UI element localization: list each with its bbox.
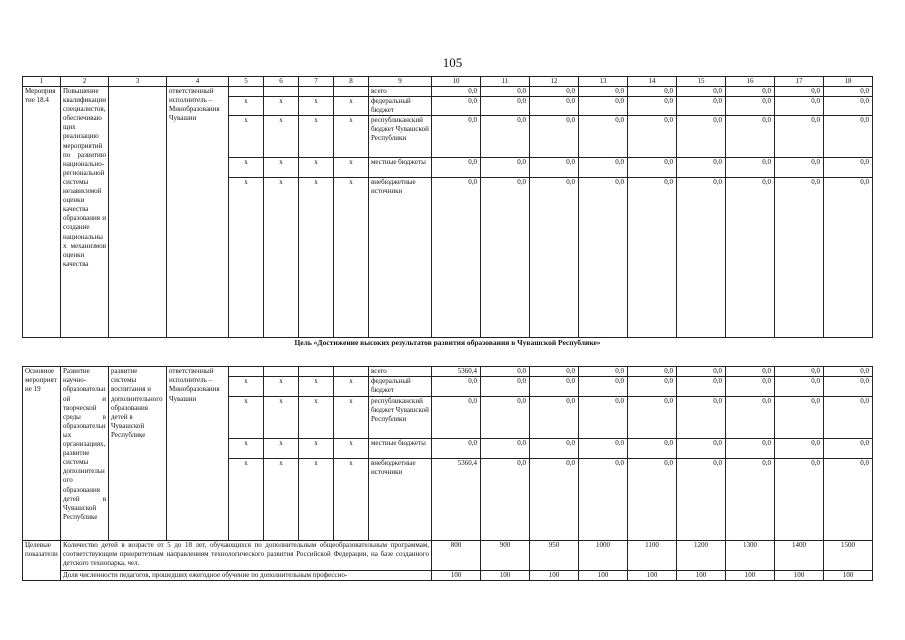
activity-code: Мероприятие 18.4 xyxy=(23,87,61,338)
x-mark: х xyxy=(229,158,264,178)
x-mark: х xyxy=(299,158,334,178)
amount-cell: 0,0 xyxy=(824,367,873,377)
column-number: 13 xyxy=(579,77,628,87)
x-mark xyxy=(299,367,334,377)
column-number: 2 xyxy=(61,77,109,87)
amount-cell: 0,0 xyxy=(579,377,628,396)
x-mark: х xyxy=(299,396,334,438)
amount-cell: 0,0 xyxy=(481,438,530,458)
amount-cell: 0,0 xyxy=(726,458,775,540)
funding-source: внебюджетные источники xyxy=(369,458,432,540)
indicator-value: 1500 xyxy=(824,540,873,570)
x-mark: х xyxy=(334,377,369,396)
goal-title: Цель «Достижение высоких результатов развития образования в Чувашской Республике» xyxy=(23,338,873,367)
amount-cell: 5360,4 xyxy=(432,367,481,377)
amount-cell: 0,0 xyxy=(481,178,530,338)
amount-cell: 0,0 xyxy=(530,178,579,338)
amount-cell: 0,0 xyxy=(432,97,481,116)
column-number: 12 xyxy=(530,77,579,87)
funding-source: внебюджетные источники xyxy=(369,178,432,338)
amount-cell: 0,0 xyxy=(824,438,873,458)
column-number: 16 xyxy=(726,77,775,87)
x-mark: х xyxy=(334,116,369,158)
amount-cell: 0,0 xyxy=(481,367,530,377)
column-number: 6 xyxy=(264,77,299,87)
funding-source: федеральный бюджет xyxy=(369,377,432,396)
indicator-value: 100 xyxy=(481,570,530,580)
amount-cell: 0,0 xyxy=(824,97,873,116)
x-mark: х xyxy=(229,438,264,458)
indicator-value: 100 xyxy=(824,570,873,580)
indicators-label: Целевые показатели xyxy=(23,540,61,580)
column-number: 11 xyxy=(481,77,530,87)
x-mark: х xyxy=(264,458,299,540)
amount-cell: 0,0 xyxy=(579,97,628,116)
indicator-value: 1000 xyxy=(579,540,628,570)
indicator-text: Доля численности педагогов, прошедших ежегодное обучение по дополнительным профессио- xyxy=(61,570,432,580)
x-mark: х xyxy=(264,97,299,116)
x-mark: х xyxy=(299,97,334,116)
column-number: 3 xyxy=(109,77,167,87)
indicator-value: 1100 xyxy=(628,540,677,570)
amount-cell: 0,0 xyxy=(726,158,775,178)
indicator-value: 100 xyxy=(530,570,579,580)
amount-cell: 0,0 xyxy=(481,158,530,178)
x-mark: х xyxy=(299,438,334,458)
finance-row xyxy=(23,367,873,377)
amount-cell: 0,0 xyxy=(530,158,579,178)
x-mark: х xyxy=(299,377,334,396)
amount-cell: 0,0 xyxy=(775,438,824,458)
amount-cell: 0,0 xyxy=(628,178,677,338)
goal-row xyxy=(23,338,873,367)
amount-cell: 0,0 xyxy=(677,97,726,116)
amount-cell: 0,0 xyxy=(677,458,726,540)
indicator-row xyxy=(23,540,873,570)
indicator-value: 950 xyxy=(530,540,579,570)
amount-cell: 0,0 xyxy=(628,458,677,540)
amount-cell: 0,0 xyxy=(530,97,579,116)
amount-cell: 0,0 xyxy=(677,377,726,396)
x-mark xyxy=(229,87,264,97)
x-mark: х xyxy=(229,116,264,158)
amount-cell: 0,0 xyxy=(432,396,481,438)
x-mark xyxy=(334,367,369,377)
amount-cell: 0,0 xyxy=(677,87,726,97)
amount-cell: 0,0 xyxy=(530,116,579,158)
x-mark: х xyxy=(334,178,369,338)
program-table xyxy=(22,76,873,581)
amount-cell: 0,0 xyxy=(775,396,824,438)
indicator-value: 100 xyxy=(579,570,628,580)
amount-cell: 0,0 xyxy=(775,178,824,338)
amount-cell: 0,0 xyxy=(628,97,677,116)
column-number: 7 xyxy=(299,77,334,87)
activity-name: Развитие научно-образовательной и творческой среды в образовательных организациях, развитие системы дополнительного образования детей в Чувашской Республике xyxy=(61,367,109,540)
indicator-value: 1300 xyxy=(726,540,775,570)
amount-cell: 0,0 xyxy=(628,116,677,158)
amount-cell: 0,0 xyxy=(579,438,628,458)
amount-cell: 0,0 xyxy=(628,367,677,377)
amount-cell: 0,0 xyxy=(824,87,873,97)
amount-cell: 0,0 xyxy=(824,377,873,396)
funding-source: местные бюджеты xyxy=(369,158,432,178)
column-number: 1 xyxy=(23,77,61,87)
amount-cell: 0,0 xyxy=(579,116,628,158)
activity-task xyxy=(109,87,167,338)
amount-cell: 0,0 xyxy=(726,377,775,396)
column-number: 14 xyxy=(628,77,677,87)
funding-source: федеральный бюджет xyxy=(369,97,432,116)
amount-cell: 0,0 xyxy=(579,87,628,97)
amount-cell: 0,0 xyxy=(628,438,677,458)
x-mark: х xyxy=(229,377,264,396)
amount-cell: 0,0 xyxy=(824,116,873,158)
column-number: 18 xyxy=(824,77,873,87)
indicator-value: 100 xyxy=(677,570,726,580)
amount-cell: 0,0 xyxy=(775,97,824,116)
amount-cell: 0,0 xyxy=(824,458,873,540)
amount-cell: 0,0 xyxy=(775,87,824,97)
indicator-value: 1400 xyxy=(775,540,824,570)
indicator-value: 800 xyxy=(432,540,481,570)
amount-cell: 0,0 xyxy=(824,178,873,338)
indicator-row xyxy=(23,570,873,580)
amount-cell: 0,0 xyxy=(775,367,824,377)
x-mark: х xyxy=(299,178,334,338)
x-mark xyxy=(334,87,369,97)
amount-cell: 0,0 xyxy=(579,396,628,438)
amount-cell: 0,0 xyxy=(726,396,775,438)
column-number: 17 xyxy=(775,77,824,87)
amount-cell: 0,0 xyxy=(530,377,579,396)
x-mark: х xyxy=(264,116,299,158)
x-mark: х xyxy=(299,458,334,540)
x-mark: х xyxy=(334,396,369,438)
amount-cell: 0,0 xyxy=(775,377,824,396)
amount-cell: 0,0 xyxy=(481,396,530,438)
indicator-value: 100 xyxy=(628,570,677,580)
column-number: 10 xyxy=(432,77,481,87)
indicator-value: 1200 xyxy=(677,540,726,570)
x-mark: х xyxy=(334,158,369,178)
x-mark xyxy=(299,87,334,97)
indicator-text: Количество детей в возрасте от 5 до 18 лет, обучающихся по дополнительным общеобразовательным программам, соответствующим приоритетным направлениям технологического развития Российской Федерации, на базе созданного детского технопарка, чел. xyxy=(61,540,432,570)
x-mark: х xyxy=(264,158,299,178)
x-mark: х xyxy=(229,97,264,116)
amount-cell: 0,0 xyxy=(481,87,530,97)
amount-cell: 0,0 xyxy=(628,396,677,438)
amount-cell: 0,0 xyxy=(628,377,677,396)
amount-cell: 0,0 xyxy=(677,438,726,458)
amount-cell: 0,0 xyxy=(530,367,579,377)
amount-cell: 0,0 xyxy=(726,438,775,458)
amount-cell: 0,0 xyxy=(432,158,481,178)
amount-cell: 5360,4 xyxy=(432,458,481,540)
column-number: 15 xyxy=(677,77,726,87)
amount-cell: 0,0 xyxy=(432,87,481,97)
amount-cell: 0,0 xyxy=(481,116,530,158)
funding-source: всего xyxy=(369,367,432,377)
amount-cell: 0,0 xyxy=(824,396,873,438)
amount-cell: 0,0 xyxy=(726,116,775,158)
amount-cell: 0,0 xyxy=(775,116,824,158)
finance-row xyxy=(23,87,873,97)
indicator-value: 100 xyxy=(775,570,824,580)
amount-cell: 0,0 xyxy=(726,367,775,377)
amount-cell: 0,0 xyxy=(677,116,726,158)
amount-cell: 0,0 xyxy=(726,97,775,116)
amount-cell: 0,0 xyxy=(677,178,726,338)
x-mark: х xyxy=(229,178,264,338)
table-body xyxy=(23,77,873,581)
indicator-value: 900 xyxy=(481,540,530,570)
amount-cell: 0,0 xyxy=(726,87,775,97)
amount-cell: 0,0 xyxy=(432,116,481,158)
amount-cell: 0,0 xyxy=(677,367,726,377)
amount-cell: 0,0 xyxy=(579,458,628,540)
x-mark: х xyxy=(334,97,369,116)
x-mark: х xyxy=(264,396,299,438)
amount-cell: 0,0 xyxy=(530,458,579,540)
amount-cell: 0,0 xyxy=(824,158,873,178)
x-mark: х xyxy=(334,458,369,540)
amount-cell: 0,0 xyxy=(481,97,530,116)
amount-cell: 0,0 xyxy=(677,158,726,178)
x-mark: х xyxy=(229,458,264,540)
amount-cell: 0,0 xyxy=(579,158,628,178)
funding-source: республиканский бюджет Чувашской Республики xyxy=(369,116,432,158)
column-number-row xyxy=(23,77,873,87)
activity-code: Основное мероприятие 19 xyxy=(23,367,61,540)
x-mark: х xyxy=(229,396,264,438)
amount-cell: 0,0 xyxy=(775,458,824,540)
amount-cell: 0,0 xyxy=(530,438,579,458)
amount-cell: 0,0 xyxy=(579,367,628,377)
amount-cell: 0,0 xyxy=(432,438,481,458)
x-mark xyxy=(264,367,299,377)
amount-cell: 0,0 xyxy=(481,458,530,540)
amount-cell: 0,0 xyxy=(677,396,726,438)
x-mark: х xyxy=(264,438,299,458)
amount-cell: 0,0 xyxy=(628,158,677,178)
x-mark: х xyxy=(334,438,369,458)
amount-cell: 0,0 xyxy=(530,87,579,97)
x-mark: х xyxy=(264,377,299,396)
indicator-value: 100 xyxy=(726,570,775,580)
amount-cell: 0,0 xyxy=(579,178,628,338)
column-number: 5 xyxy=(229,77,264,87)
funding-source: республиканский бюджет Чувашской Республики xyxy=(369,396,432,438)
amount-cell: 0,0 xyxy=(432,178,481,338)
amount-cell: 0,0 xyxy=(481,377,530,396)
column-number: 4 xyxy=(167,77,229,87)
amount-cell: 0,0 xyxy=(432,377,481,396)
activity-task: развитие системы воспитания и дополнительного образования детей в Чувашской Республике xyxy=(109,367,167,540)
amount-cell: 0,0 xyxy=(628,87,677,97)
activity-name: Повышение квалификации специалистов, обеспечивающих реализацию мероприятий по развитию национально-региональной системы независимой оценки качества образования и создание национальных механизмов оценки качества xyxy=(61,87,109,338)
indicator-value: 100 xyxy=(432,570,481,580)
activity-executor: ответственный исполнитель – Минобразования Чувашии xyxy=(167,87,229,338)
amount-cell: 0,0 xyxy=(530,396,579,438)
x-mark xyxy=(229,367,264,377)
funding-source: всего xyxy=(369,87,432,97)
amount-cell: 0,0 xyxy=(775,158,824,178)
x-mark xyxy=(264,87,299,97)
x-mark: х xyxy=(299,116,334,158)
page-number: 105 xyxy=(442,55,463,70)
funding-source: местные бюджеты xyxy=(369,438,432,458)
column-number: 8 xyxy=(334,77,369,87)
column-number: 9 xyxy=(369,77,432,87)
x-mark: х xyxy=(264,178,299,338)
amount-cell: 0,0 xyxy=(726,178,775,338)
activity-executor: ответственный исполнитель – Минобразования Чувашии xyxy=(167,367,229,540)
